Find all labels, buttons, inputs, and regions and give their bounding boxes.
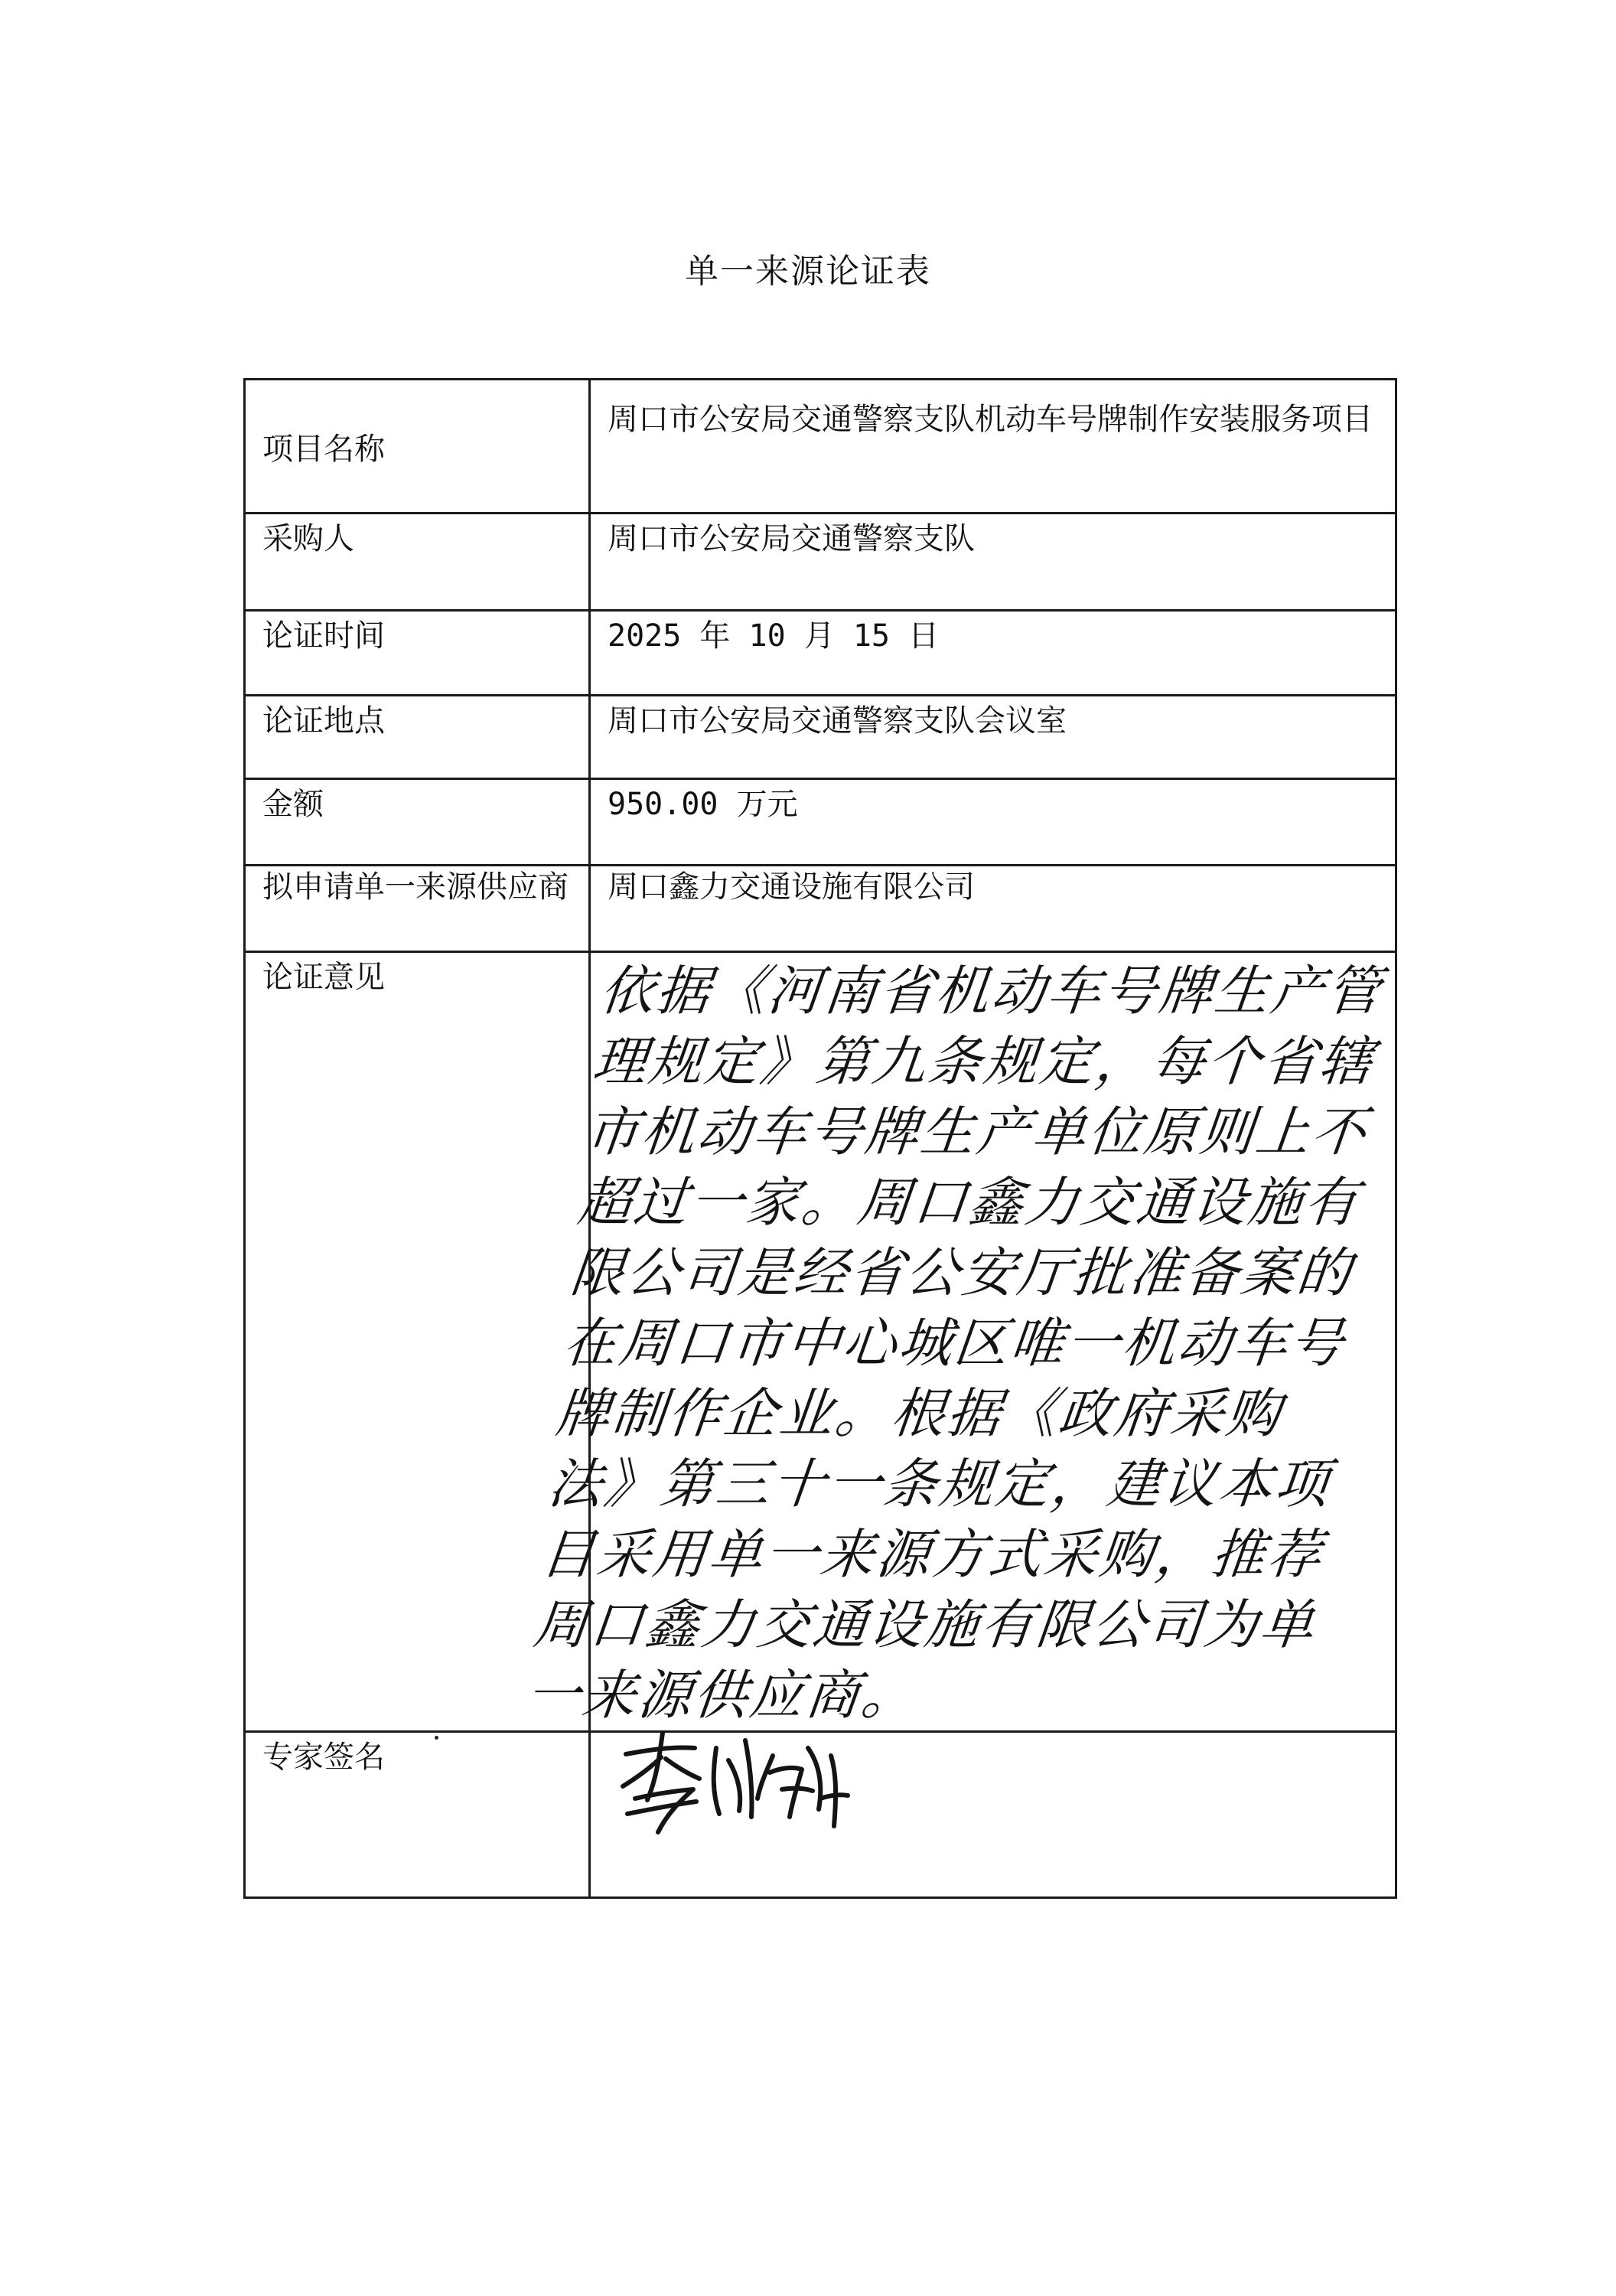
demonstration-time-label: 论证时间 — [245, 611, 590, 696]
purchaser-row — [245, 514, 1396, 611]
proposed-supplier-row — [245, 866, 1396, 952]
demonstration-time-value: 2025 年 10 月 15 日 — [590, 611, 1396, 696]
project-name-cell — [590, 380, 1396, 514]
expert-signature-cell — [590, 1732, 1396, 1898]
proposed-supplier-value: 周口鑫力交通设施有限公司 — [590, 866, 1396, 952]
document-title: 单一来源论证表 — [685, 252, 931, 291]
opinion-row — [245, 952, 1396, 1732]
demonstration-time-row — [245, 611, 1396, 696]
handwritten-opinion: 依据《河南省机动车号牌生产管理规定》第九条规定，每个省辖市机动车号牌生产单位原则上不超过一家。周口鑫力交通设施有限公司是经省公安厅批准备案的在周口市中心城区唯一机动车号牌制作企业。根据《政府采购法》第三十一条规定，建议本项目采用单一来源方式采购，推荐周口鑫力交通设施有限公司为单一来源供应商。 — [523, 960, 1386, 1727]
expert-signature-label: 专家签名 — [245, 1732, 590, 1898]
single-source-demonstration-table — [243, 378, 1397, 1899]
opinion-cell — [523, 952, 1396, 1732]
demonstration-place-label: 论证地点 — [245, 696, 590, 779]
project-name-row — [245, 380, 1396, 514]
amount-label: 金额 — [245, 779, 590, 866]
demonstration-place-row — [245, 696, 1396, 779]
ink-speck — [435, 1736, 438, 1740]
amount-row — [245, 779, 1396, 866]
project-name-value: 周口市公安局交通警察支队机动车号牌制作安装服务项目 — [608, 402, 1373, 437]
demonstration-place-value: 周口市公安局交通警察支队会议室 — [590, 696, 1396, 779]
expert-signature-row — [245, 1732, 1396, 1898]
opinion-label: 论证意见 — [245, 952, 590, 1732]
purchaser-label: 采购人 — [245, 514, 590, 611]
proposed-supplier-label: 拟申请单一来源供应商 — [245, 866, 590, 952]
project-name-label: 项目名称 — [245, 380, 590, 514]
amount-value: 950.00 万元 — [590, 779, 1396, 866]
purchaser-value: 周口市公安局交通警察支队 — [590, 514, 1396, 611]
handwritten-signature — [612, 1725, 857, 1840]
